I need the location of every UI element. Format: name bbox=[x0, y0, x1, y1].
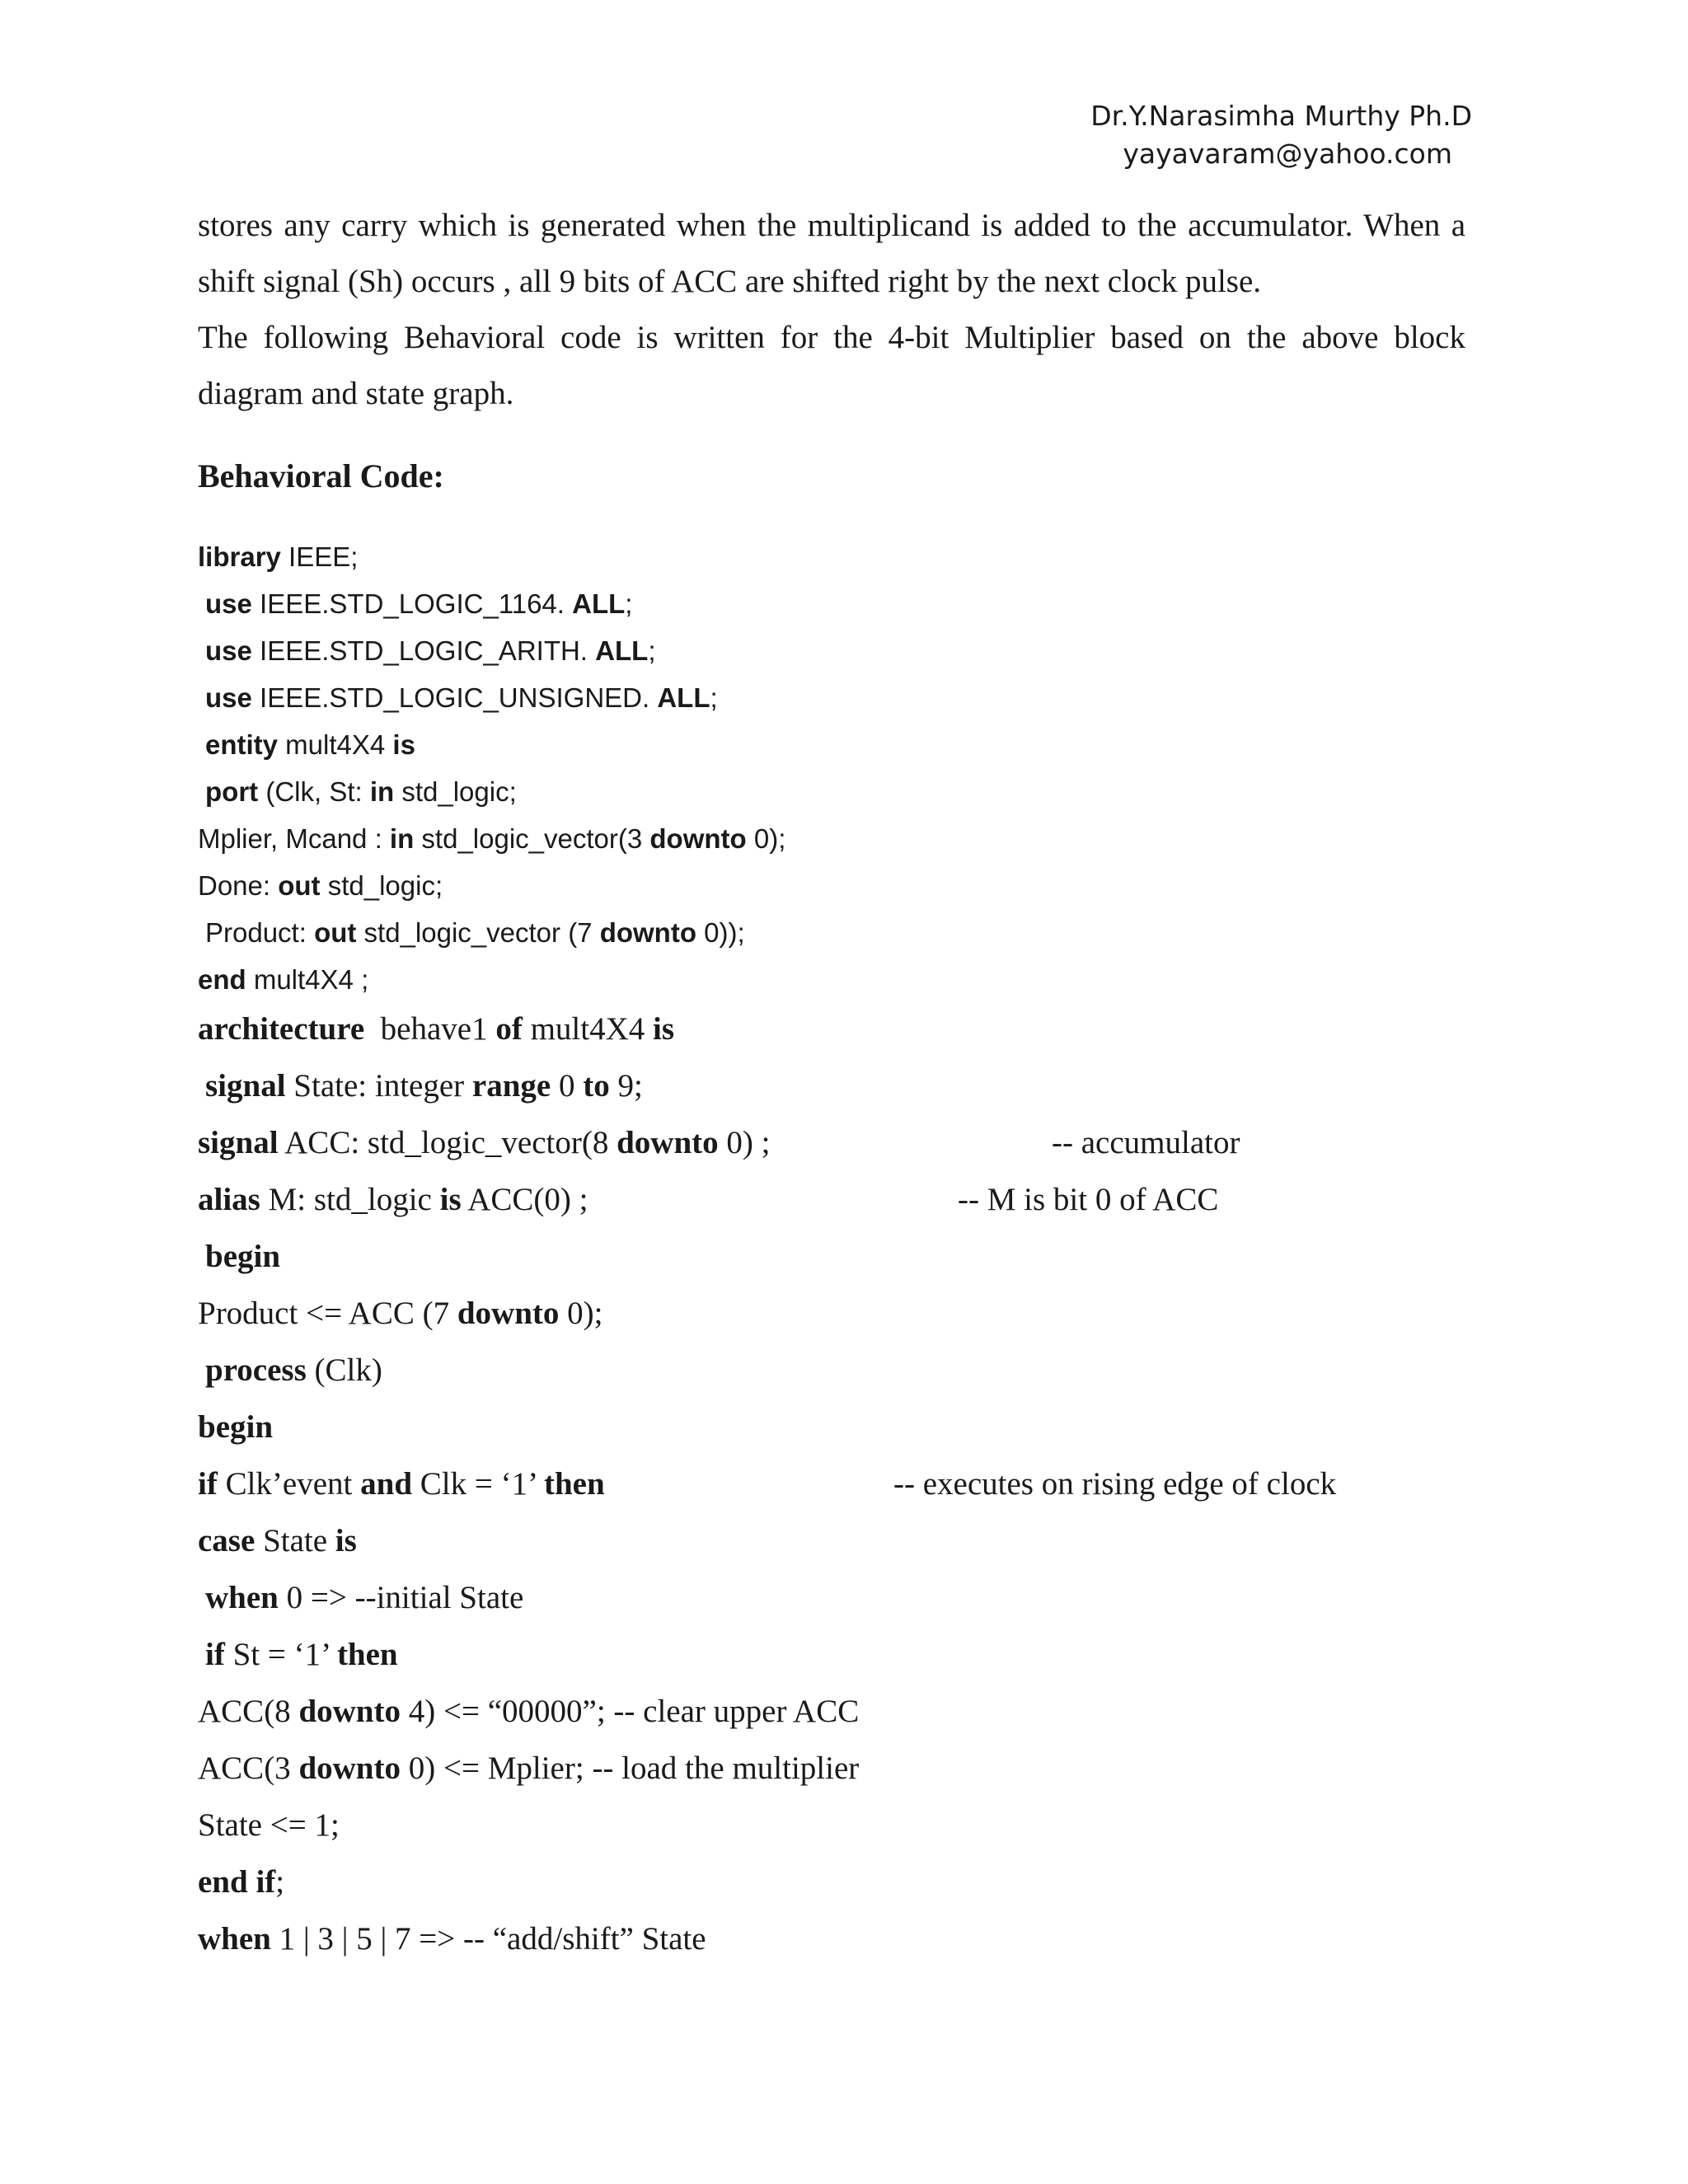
code-line-20: case State is bbox=[198, 1523, 357, 1558]
code-line-15: begin bbox=[205, 1239, 281, 1274]
code-line-8: Done: out std_logic; bbox=[198, 870, 443, 901]
code-line-22: if St = ‘1’ then bbox=[205, 1637, 398, 1672]
code-line-6: port (Clk, St: in std_logic; bbox=[205, 776, 517, 807]
code-line-10: end mult4X4 ; bbox=[198, 964, 369, 995]
code-line-26: end if; bbox=[198, 1864, 285, 1900]
code-line-24: ACC(3 downto 0) <= Mplier; -- load the multiplier bbox=[198, 1750, 860, 1786]
section-heading: Behavioral Code: bbox=[198, 457, 444, 494]
code-line-19: if Clk’event and Clk = ‘1’ then bbox=[198, 1466, 605, 1502]
code-line-7: Mplier, Mcand : in std_logic_vector(3 downto 0); bbox=[198, 823, 786, 854]
code-line-2: use IEEE.STD_LOGIC_1164. ALL; bbox=[205, 588, 633, 619]
document-header bbox=[1090, 97, 1472, 173]
code-line-17: process (Clk) bbox=[205, 1352, 382, 1388]
code-line-9: Product: out std_logic_vector (7 downto 0)); bbox=[205, 917, 745, 948]
author-email: yayavaram@yahoo.com bbox=[1123, 138, 1452, 170]
code-line-11: architecture behave1 of mult4X4 is bbox=[198, 1011, 675, 1047]
code-line-13: signal ACC: std_logic_vector(8 downto 0) ; bbox=[198, 1125, 771, 1160]
intro-paragraph-2: The following Behavioral code is written for the 4-bit Multiplier based on the above block diagram and state graph. bbox=[198, 320, 1465, 411]
code-line-14: alias M: std_logic is ACC(0) ; bbox=[198, 1182, 588, 1217]
code-line-25: State <= 1; bbox=[198, 1807, 340, 1843]
code-line-3: use IEEE.STD_LOGIC_ARITH. ALL; bbox=[205, 635, 656, 666]
code-comment-accumulator: -- accumulator bbox=[1052, 1125, 1240, 1160]
code-comment-m-bit: -- M is bit 0 of ACC bbox=[958, 1182, 1219, 1217]
code-comment-rising-edge: -- executes on rising edge of clock bbox=[893, 1466, 1337, 1502]
code-line-27: when 1 | 3 | 5 | 7 => -- “add/shift” State bbox=[198, 1921, 706, 1957]
code-line-23: ACC(8 downto 4) <= “00000”; -- clear upper ACC bbox=[198, 1694, 860, 1729]
code-line-5: entity mult4X4 is bbox=[205, 729, 415, 760]
intro-paragraph-1: stores any carry which is generated when the multiplicand is added to the accumulator. When a shift signal (Sh) occurs , all 9 bits of ACC are shifted right by the next clock pulse. bbox=[198, 208, 1465, 299]
author-name: Dr.Y.Narasimha Murthy Ph.D bbox=[1090, 100, 1472, 132]
code-line-12: signal State: integer range 0 to 9; bbox=[205, 1068, 643, 1104]
code-line-1: library IEEE; bbox=[198, 541, 359, 572]
code-line-4: use IEEE.STD_LOGIC_UNSIGNED. ALL; bbox=[205, 682, 718, 713]
code-line-16: Product <= ACC (7 downto 0); bbox=[198, 1296, 603, 1331]
code-line-21: when 0 => --initial State bbox=[205, 1580, 524, 1615]
code-line-18: begin bbox=[198, 1409, 274, 1445]
